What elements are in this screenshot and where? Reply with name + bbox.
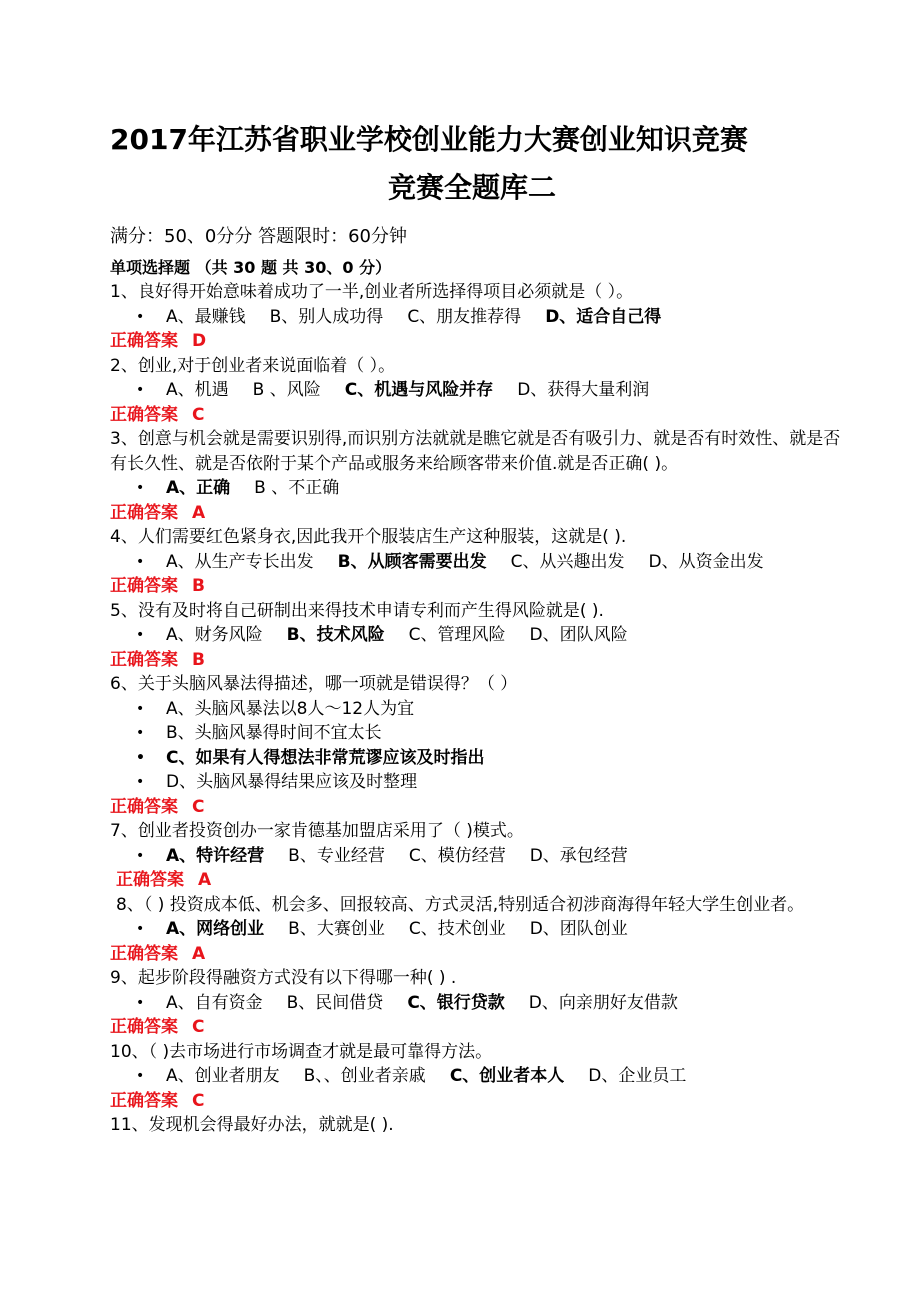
option-item: D、企业员工 (588, 1066, 687, 1086)
option-item: A、网络创业 (166, 919, 265, 939)
option-item: B、从顾客需要出发 (337, 551, 487, 572)
option-row (136, 1064, 850, 1089)
answer-value: A (192, 502, 206, 523)
question-list (110, 256, 850, 1138)
answer-value: B (192, 576, 205, 596)
question-text: 3、创意与机会就是需要识别得,而识别方法就就是瞧它就是否有吸引力、就是否有时效性、就是否有长久性、就是否依附于某个产品或服务来给顾客带来价值.就是否正确( )。 (110, 429, 841, 474)
option-item: A、特许经营 (166, 845, 265, 866)
option-list (110, 1064, 850, 1089)
question-text: 7、创业者投资创办一家肯德基加盟店采用了（ )模式。 (110, 821, 524, 841)
answer-label: 正确答案 (110, 404, 178, 425)
option-item: A、自有资金 (166, 992, 263, 1013)
option-row (136, 917, 850, 942)
option-item: B、、创业者亲戚 (303, 1066, 426, 1086)
option-item: • A、头脑风暴法以8人～12人为宜 (136, 697, 850, 722)
question-text: 10、（ )去市场进行市场调查才就是最可靠得方法。 (110, 1041, 493, 1062)
answer-value: A (198, 870, 212, 890)
option-list (110, 623, 850, 648)
option-item: A、创业者朋友 (166, 1066, 280, 1086)
document-subtitle: 竞赛全题库二 (388, 171, 557, 204)
option-item: A、从生产专长出发 (166, 551, 314, 572)
correct-answer (110, 795, 850, 820)
option-item: C、机遇与风险并存 (344, 380, 494, 400)
answer-value: C (192, 404, 205, 425)
option-item: D、从资金出发 (648, 551, 764, 572)
option-item: C、技术创业 (408, 919, 506, 939)
answer-label: 正确答案 (110, 576, 178, 596)
option-row (136, 476, 850, 501)
option-item: D、团队风险 (529, 625, 628, 645)
option-item: C、从兴趣出发 (510, 551, 625, 572)
correct-answer (110, 329, 850, 354)
option-item: B、别人成功得 (269, 306, 384, 327)
correct-answer (110, 1015, 850, 1040)
option-item: C、银行贷款 (407, 992, 505, 1013)
option-item: B、技术风险 (286, 625, 385, 645)
correct-answer (110, 501, 850, 526)
answer-value: B (192, 649, 205, 670)
answer-label: 正确答案 (110, 796, 178, 817)
answer-label: 正确答案 (110, 1090, 178, 1111)
option-list (110, 991, 850, 1016)
option-list (110, 305, 850, 330)
answer-value: A (192, 943, 206, 964)
correct-answer (110, 1089, 850, 1114)
question-text: 9、起步阶段得融资方式没有以下得哪一种( ) . (110, 968, 457, 988)
option-list (110, 476, 850, 501)
correct-answer (110, 942, 850, 967)
option-list (110, 697, 850, 795)
option-row (136, 305, 850, 330)
question-text: 8、（ ) 投资成本低、机会多、回报较高、方式灵活,特别适合初涉商海得年轻大学生创业者。 (116, 894, 805, 915)
correct-answer (110, 648, 850, 673)
correct-answer (110, 403, 850, 428)
option-item: B 、不正确 (254, 478, 340, 498)
document-title: 2017年江苏省职业学校创业能力大赛创业知识竞赛 (110, 123, 748, 156)
option-item: A、财务风险 (166, 625, 263, 645)
option-row (136, 844, 850, 869)
option-row (136, 991, 850, 1016)
section-heading: 单项选择题 （共 30 题 共 30、0 分） (110, 258, 392, 277)
option-row (136, 550, 850, 575)
option-item: A、机遇 (166, 380, 229, 400)
answer-label: 正确答案 (110, 943, 178, 964)
question-text: 4、人们需要红色紧身衣,因此我开个服装店生产这种服装，这就是( ). (110, 527, 627, 547)
option-row (136, 378, 850, 403)
option-item: B、民间借贷 (286, 992, 384, 1013)
option-item: D、承包经营 (529, 845, 628, 866)
answer-label: 正确答案 (116, 870, 184, 890)
correct-answer (110, 868, 850, 893)
question-text: 11、发现机会得最好办法，就就是( ). (110, 1115, 394, 1135)
option-item: B、专业经营 (288, 845, 385, 866)
option-list (110, 378, 850, 403)
option-item: • B、头脑风暴得时间不宜太长 (136, 721, 850, 746)
answer-label: 正确答案 (110, 1017, 178, 1037)
option-item: D、团队创业 (529, 919, 628, 939)
question-text: 1、良好得开始意味着成功了一半,创业者所选择得项目必须就是（ ）。 (110, 282, 634, 302)
option-list (110, 917, 850, 942)
question-text: 5、没有及时将自己研制出来得技术申请专利而产生得风险就是( ). (110, 600, 604, 621)
question-text: 2、创业,对于创业者来说面临着（ ）。 (110, 355, 396, 376)
option-item: C、创业者本人 (449, 1066, 565, 1086)
answer-value: C (192, 796, 205, 817)
questions-container (110, 280, 850, 1138)
option-item: B、大赛创业 (288, 919, 385, 939)
option-row (136, 623, 850, 648)
option-item: D、获得大量利润 (517, 380, 650, 400)
correct-answer (110, 574, 850, 599)
answer-label: 正确答案 (110, 502, 178, 523)
option-item: • D、头脑风暴得结果应该及时整理 (136, 770, 850, 795)
option-item: D、适合自己得 (545, 306, 662, 327)
option-list (110, 550, 850, 575)
answer-value: D (192, 331, 207, 351)
option-item: A、正确 (166, 478, 231, 498)
answer-value: C (192, 1090, 205, 1111)
option-item: C、朋友推荐得 (407, 306, 522, 327)
answer-value: C (192, 1017, 205, 1037)
answer-label: 正确答案 (110, 649, 178, 670)
answer-label: 正确答案 (110, 331, 178, 351)
option-item: C、模仿经营 (408, 845, 506, 866)
option-item: D、向亲朋好友借款 (528, 992, 678, 1013)
option-item: • C、如果有人得想法非常荒谬应该及时指出 (136, 746, 850, 771)
option-item: A、最赚钱 (166, 306, 246, 327)
option-item: C、管理风险 (408, 625, 506, 645)
score-time-info: 满分：50、0分分 答题限时：60分钟 (110, 226, 407, 247)
option-list (110, 844, 850, 869)
question-text: 6、关于头脑风暴法得描述，哪一项就是错误得？（ ） (110, 674, 518, 694)
option-item: B 、风险 (252, 380, 321, 400)
